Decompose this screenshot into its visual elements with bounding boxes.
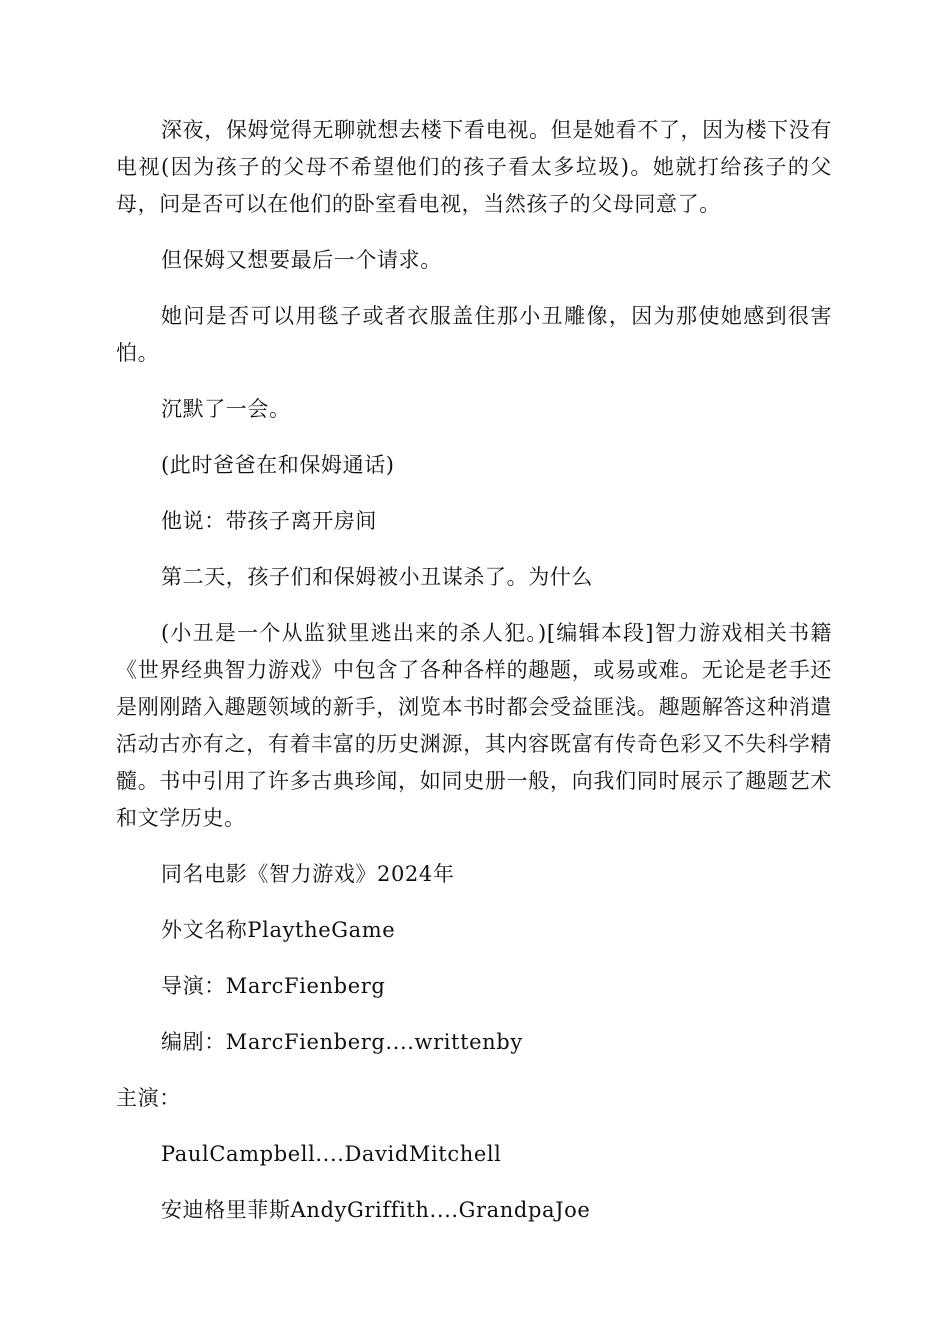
story-paragraph: (此时爸爸在和保姆通话) (161, 453, 395, 477)
foreign-name-line: 外文名称PlaytheGame (161, 918, 396, 942)
cast-heading: 主演： (116, 1086, 181, 1110)
book-paragraph: (小丑是一个从监狱里逃出来的杀人犯。)[编辑本段]智力游戏相关书籍《世界经典智力游戏》中包含了各种各样的趣题，或易或难。无论是老手还是刚刚踏入趣题领域的新手，浏览本书时都会受益匪浅。趣题解答这种消遣活动古亦有之，有着丰富的历史渊源，其内容既富有传奇色彩又不失科学精髓。书中引用了许多古典珍闻，如同史册一般，向我们同时展示了趣题艺术和文学历史。 (116, 621, 832, 830)
document-body (116, 112, 832, 1248)
director-line: 导演：MarcFienberg (161, 974, 386, 998)
story-paragraph: 他说：带孩子离开房间 (161, 509, 377, 533)
cast-line: 安迪格里菲斯AndyGriffith....GrandpaJoe (161, 1198, 591, 1222)
story-paragraph: 但保姆又想要最后一个请求。 (161, 248, 442, 272)
movie-title-line: 同名电影《智力游戏》2024年 (161, 862, 455, 886)
story-paragraph: 她问是否可以用毯子或者衣服盖住那小丑雕像，因为那使她感到很害怕。 (116, 304, 832, 365)
story-paragraph: 深夜，保姆觉得无聊就想去楼下看电视。但是她看不了，因为楼下没有电视(因为孩子的父母不希望他们的孩子看太多垃圾)。她就打给孩子的父母，问是否可以在他们的卧室看电视，当然孩子的父母同意了。 (116, 118, 832, 216)
screenwriter-line: 编剧：MarcFienberg....writtenby (161, 1030, 523, 1054)
story-paragraph: 沉默了一会。 (161, 397, 291, 421)
cast-line: PaulCampbell....DavidMitchell (161, 1142, 502, 1166)
story-paragraph: 第二天，孩子们和保姆被小丑谋杀了。为什么 (161, 565, 593, 589)
